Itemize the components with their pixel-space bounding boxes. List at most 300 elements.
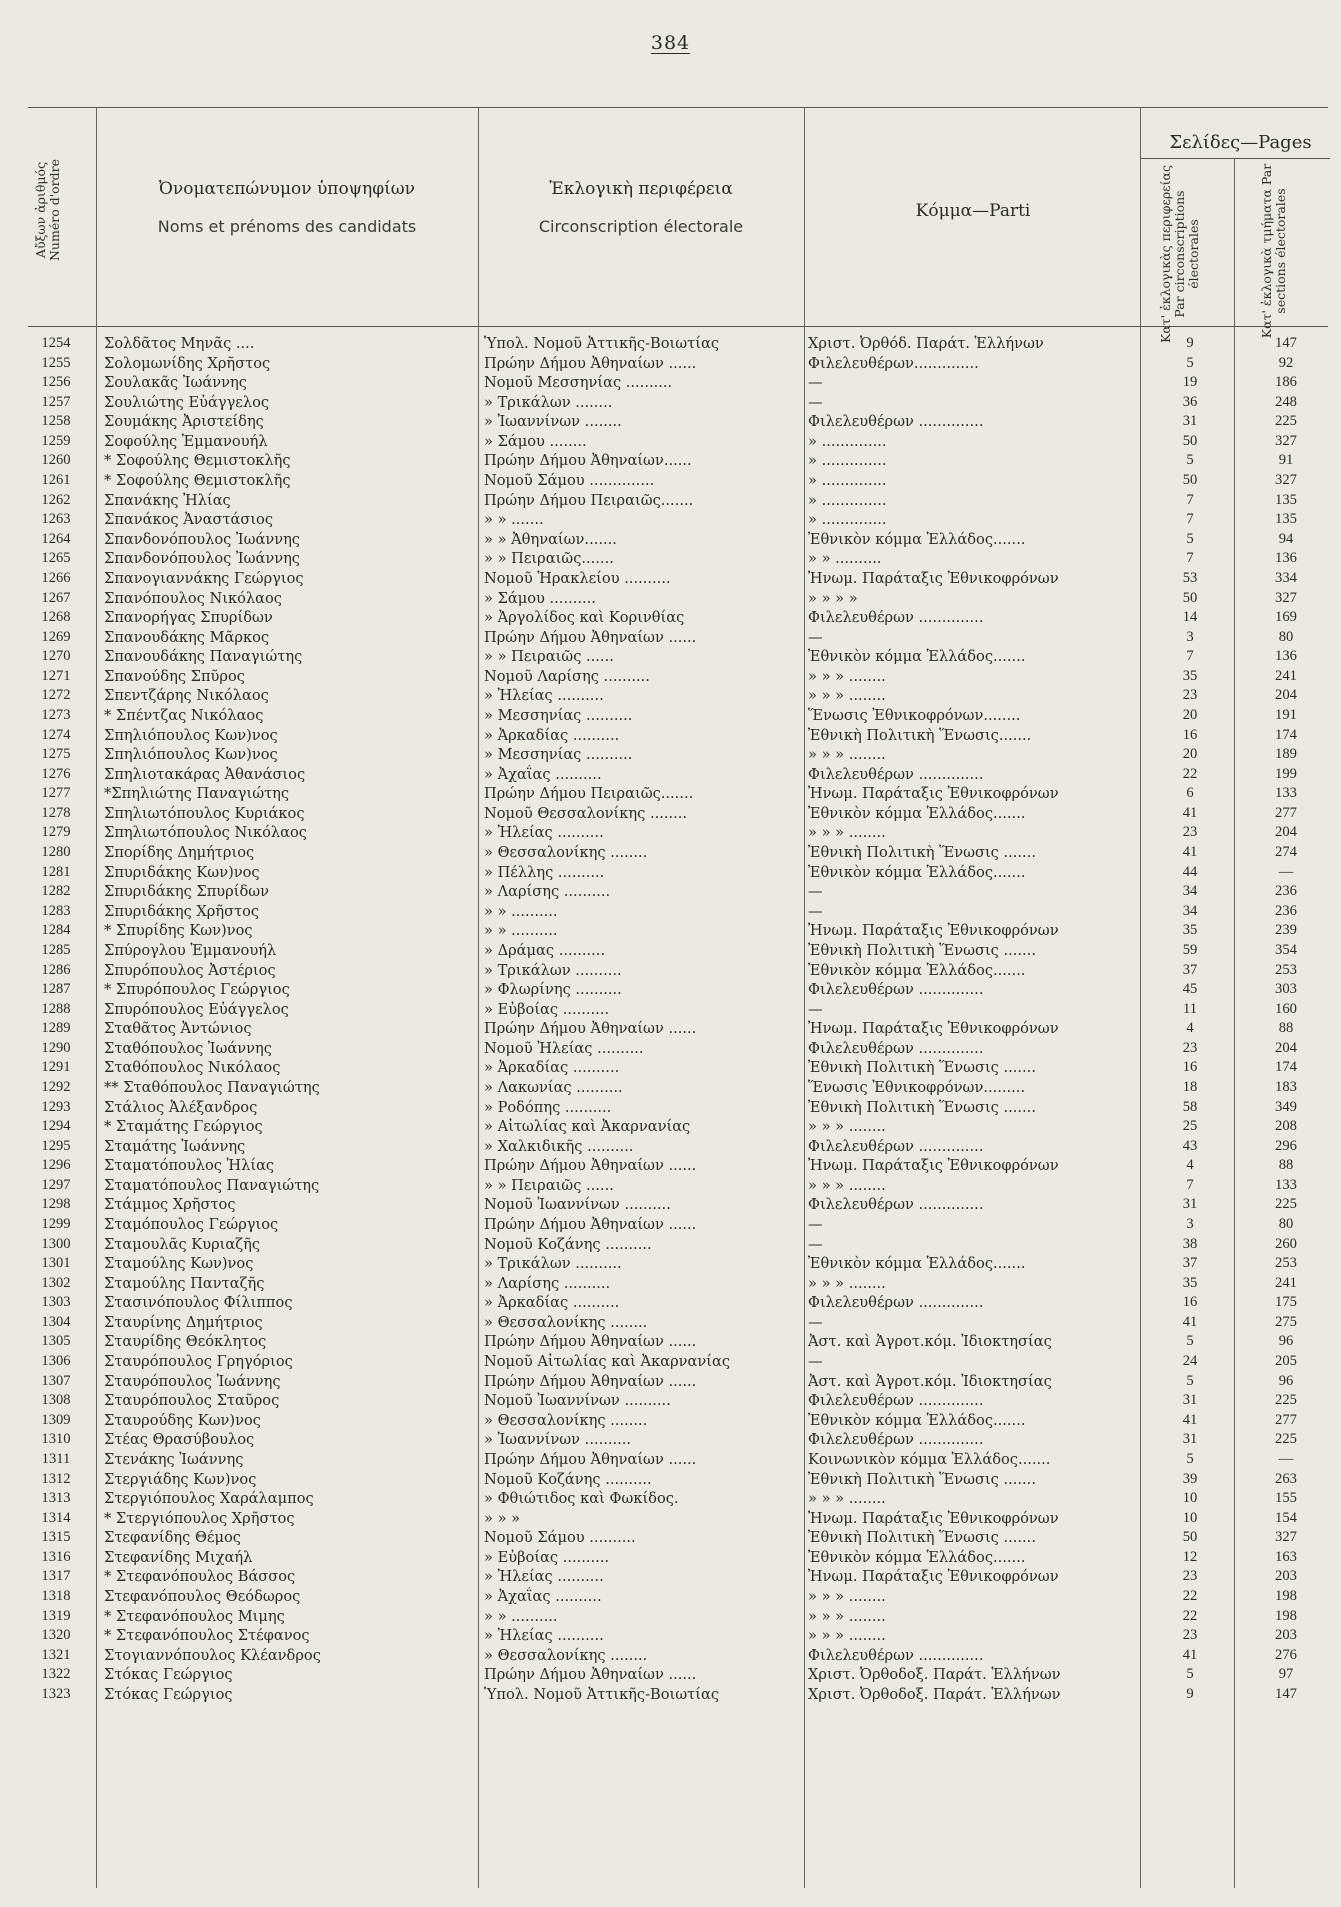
row-number: 1288 bbox=[41, 1000, 71, 1017]
candidate-name: * Στεργιόπουλος Χρῆστος bbox=[104, 1509, 295, 1527]
electoral-circumscription: » Τρικάλων ........ bbox=[484, 393, 613, 411]
row-number: 1322 bbox=[41, 1666, 71, 1683]
party-name: » .............. bbox=[808, 432, 887, 450]
candidate-name: Στέας Θρασύβουλος bbox=[104, 1431, 255, 1449]
row-number: 1278 bbox=[41, 804, 71, 821]
table-row bbox=[0, 823, 1341, 843]
candidate-name: Σταυρίδης Θεόκλητος bbox=[104, 1333, 267, 1351]
party-name: » » » ........ bbox=[808, 1118, 886, 1136]
party-name: — bbox=[808, 1216, 823, 1234]
page-by-section: 135 bbox=[1275, 491, 1297, 508]
header-name-gr: Ὀνοματεπώνυμον ὑποψηφίων bbox=[159, 179, 415, 199]
header-number bbox=[34, 110, 66, 310]
page-by-circumscription: 3 bbox=[1186, 1216, 1194, 1233]
party-name: » » » ........ bbox=[808, 824, 886, 842]
table-row bbox=[0, 451, 1341, 471]
table-row bbox=[0, 1391, 1341, 1411]
party-name: Ἐθνικὴ Πολιτικὴ Ἕνωσις ....... bbox=[808, 1529, 1036, 1547]
page-by-circumscription: 50 bbox=[1182, 432, 1198, 449]
party-name: Ἐθνικὴ Πολιτικὴ Ἕνωσις ....... bbox=[808, 941, 1036, 959]
page-by-section: 92 bbox=[1278, 354, 1294, 371]
candidate-name: Σταθόπουλος Ἰωάννης bbox=[104, 1039, 272, 1057]
table-row bbox=[0, 1685, 1341, 1705]
party-name: » .............. bbox=[808, 452, 887, 470]
electoral-circumscription: Νομοῦ Κοζάνης .......... bbox=[484, 1235, 652, 1253]
page-by-section: 133 bbox=[1275, 1176, 1297, 1193]
page-by-circumscription: 59 bbox=[1182, 941, 1198, 958]
party-name: Ἐθνικὴ Πολιτικὴ Ἕνωσις ....... bbox=[808, 844, 1036, 862]
page-by-circumscription: 6 bbox=[1186, 785, 1194, 802]
page-by-section: 208 bbox=[1275, 1118, 1297, 1135]
party-name: — bbox=[808, 1235, 823, 1253]
candidate-name: Σταυρόπουλος Γρηγόριος bbox=[104, 1353, 293, 1371]
party-name: Ἠνωμ. Παράταξις Ἐθνικοφρόνων bbox=[808, 1509, 1059, 1527]
page-by-section: 94 bbox=[1278, 530, 1294, 547]
row-number: 1303 bbox=[41, 1294, 71, 1311]
electoral-circumscription: » Ἠλείας .......... bbox=[484, 1627, 604, 1645]
page-by-circumscription: 14 bbox=[1182, 609, 1198, 626]
table-row bbox=[0, 1313, 1341, 1333]
candidate-name: * Σταμάτης Γεώργιος bbox=[104, 1118, 263, 1136]
row-number: 1302 bbox=[41, 1274, 71, 1291]
page-by-section: 296 bbox=[1275, 1137, 1297, 1154]
electoral-circumscription: Πρώην Δήμου Πειραιῶς....... bbox=[484, 491, 694, 509]
row-number: 1304 bbox=[41, 1313, 71, 1330]
page-by-circumscription: 5 bbox=[1186, 530, 1194, 547]
electoral-circumscription: » Εὐβοίας .......... bbox=[484, 1548, 610, 1566]
candidate-name: Σταυρόπουλος Ἰωάννης bbox=[104, 1372, 281, 1390]
page-by-section: 191 bbox=[1275, 706, 1297, 723]
electoral-circumscription: Πρώην Δήμου Ἀθηναίων ...... bbox=[484, 1372, 697, 1390]
page-by-circumscription: 10 bbox=[1182, 1490, 1198, 1507]
candidate-name: * Στεφανόπουλος Βάσσος bbox=[104, 1568, 296, 1586]
row-number: 1295 bbox=[41, 1137, 71, 1154]
page-by-section: 236 bbox=[1275, 883, 1297, 900]
page-by-section: 133 bbox=[1275, 785, 1297, 802]
party-name: » » » ........ bbox=[808, 746, 886, 764]
row-number: 1259 bbox=[41, 432, 71, 449]
page-by-section: 204 bbox=[1275, 824, 1297, 841]
page-by-section: 274 bbox=[1275, 844, 1297, 861]
page-by-circumscription: 34 bbox=[1182, 902, 1198, 919]
row-number: 1305 bbox=[41, 1333, 71, 1350]
table-row bbox=[0, 882, 1341, 902]
row-number: 1268 bbox=[41, 609, 71, 626]
page-by-circumscription: 37 bbox=[1182, 1255, 1198, 1272]
electoral-circumscription: » Τρικάλων .......... bbox=[484, 1255, 622, 1273]
table-row bbox=[0, 1587, 1341, 1607]
electoral-circumscription: » Χαλκιδικῆς .......... bbox=[484, 1137, 634, 1155]
electoral-circumscription: Νομοῦ Θεσσαλονίκης ........ bbox=[484, 804, 688, 822]
candidate-name: * Σπυρόπουλος Γεώργιος bbox=[104, 981, 290, 999]
party-name: Ἐθνικὴ Πολιτικὴ Ἕνωσις ....... bbox=[808, 1098, 1036, 1116]
row-number: 1254 bbox=[41, 335, 71, 351]
header-pages-sect: Κατ' ἐκλογικὰ τμήματα Par sections électorales bbox=[1259, 163, 1288, 339]
row-number: 1294 bbox=[41, 1118, 71, 1135]
table-row bbox=[0, 1372, 1341, 1392]
page-by-circumscription: 5 bbox=[1186, 1666, 1194, 1683]
row-number: 1262 bbox=[41, 491, 71, 508]
page-by-circumscription: 5 bbox=[1186, 452, 1194, 469]
table-row bbox=[0, 1078, 1341, 1098]
row-number: 1276 bbox=[41, 765, 71, 782]
party-name: Ἀστ. καὶ Ἀγροτ.κόμ. Ἰδιοκτησίας bbox=[808, 1372, 1052, 1390]
row-number: 1273 bbox=[41, 706, 71, 723]
electoral-circumscription: » Ἰωαννίνων .......... bbox=[484, 1431, 632, 1449]
row-number: 1283 bbox=[41, 902, 71, 919]
candidate-name: Σπανούδης Σπῦρος bbox=[104, 667, 245, 685]
party-name: Ἐθνικὸν κόμμα Ἑλλάδος....... bbox=[808, 1255, 1026, 1273]
page-by-section: 327 bbox=[1275, 472, 1297, 489]
page-by-section: 236 bbox=[1275, 902, 1297, 919]
electoral-circumscription: Πρώην Δήμου Ἀθηναίων ...... bbox=[484, 1666, 697, 1684]
candidate-name: Σταματόπουλος Ἠλίας bbox=[104, 1157, 275, 1175]
table-row bbox=[0, 804, 1341, 824]
table-row bbox=[0, 1235, 1341, 1255]
page-by-circumscription: 12 bbox=[1182, 1548, 1198, 1565]
page-by-circumscription: 22 bbox=[1182, 765, 1198, 782]
table-row bbox=[0, 706, 1341, 726]
table-row bbox=[0, 1450, 1341, 1470]
candidate-name: Στόκας Γεώργιος bbox=[104, 1666, 233, 1684]
page-by-section: — bbox=[1278, 863, 1294, 880]
page-by-circumscription: 35 bbox=[1182, 922, 1198, 939]
candidate-name: Στεφανίδης Θέμος bbox=[104, 1529, 241, 1547]
page-by-section: 248 bbox=[1275, 393, 1297, 410]
electoral-circumscription: » Δράμας .......... bbox=[484, 941, 606, 959]
row-number: 1282 bbox=[41, 883, 71, 900]
page-by-circumscription: 10 bbox=[1182, 1509, 1198, 1526]
party-name: Χριστ. Ὀρθοδοξ. Παράτ. Ἑλλήνων bbox=[808, 1666, 1061, 1684]
page-by-section: 263 bbox=[1275, 1470, 1297, 1487]
party-name: Φιλελευθέρων .............. bbox=[808, 1137, 984, 1155]
page-by-section: 277 bbox=[1275, 1411, 1297, 1428]
page-by-circumscription: 5 bbox=[1186, 1333, 1194, 1350]
electoral-circumscription: Νομοῦ Μεσσηνίας .......... bbox=[484, 374, 673, 392]
row-number: 1301 bbox=[41, 1255, 71, 1272]
page-by-section: 225 bbox=[1275, 1196, 1297, 1213]
page-by-section: 334 bbox=[1275, 569, 1297, 586]
table-row bbox=[0, 1293, 1341, 1313]
page-by-section: 225 bbox=[1275, 1392, 1297, 1409]
row-number: 1255 bbox=[41, 354, 71, 371]
table-row bbox=[0, 1567, 1341, 1587]
page-by-section: 275 bbox=[1275, 1313, 1297, 1330]
page-by-circumscription: 58 bbox=[1182, 1098, 1198, 1115]
electoral-circumscription: » Σάμου .......... bbox=[484, 589, 596, 607]
party-name: » » » ........ bbox=[808, 1274, 886, 1292]
electoral-circumscription: Πρώην Δήμου Ἀθηναίων ...... bbox=[484, 1157, 697, 1175]
page-by-section: 204 bbox=[1275, 687, 1297, 704]
page-by-circumscription: 16 bbox=[1182, 1294, 1198, 1311]
party-name: — bbox=[808, 374, 823, 392]
candidate-name: *Σπηλιώτης Παναγιώτης bbox=[104, 785, 290, 803]
page-by-section: 189 bbox=[1275, 746, 1297, 763]
row-number: 1271 bbox=[41, 667, 71, 684]
electoral-circumscription: Νομοῦ Αἰτωλίας καὶ Ἀκαρνανίας bbox=[484, 1353, 730, 1371]
candidate-name: Σπανδονόπουλος Ἰωάννης bbox=[104, 530, 300, 548]
page-by-section: 147 bbox=[1275, 1685, 1297, 1702]
candidate-name: Σπηλιόπουλος Κων)νος bbox=[104, 746, 278, 764]
candidate-name: Σπανάκος Ἀναστάσιος bbox=[104, 511, 274, 529]
electoral-circumscription: » Λακωνίας .......... bbox=[484, 1078, 623, 1096]
page-by-circumscription: 19 bbox=[1182, 374, 1198, 391]
page-by-circumscription: 23 bbox=[1182, 1568, 1198, 1585]
candidate-name: Σοφούλης Ἐμμανουήλ bbox=[104, 432, 268, 450]
electoral-circumscription: Πρώην Δήμου Ἀθηναίων...... bbox=[484, 452, 692, 470]
table-row bbox=[0, 980, 1341, 1000]
electoral-circumscription: » Ἀρκαδίας .......... bbox=[484, 1059, 620, 1077]
row-number: 1280 bbox=[41, 844, 71, 861]
row-number: 1300 bbox=[41, 1235, 71, 1252]
row-number: 1286 bbox=[41, 961, 71, 978]
row-number: 1306 bbox=[41, 1353, 71, 1370]
table-row bbox=[0, 745, 1341, 765]
page-number: 384 bbox=[650, 32, 691, 54]
party-name: » » » ........ bbox=[808, 1176, 886, 1194]
page-by-section: 80 bbox=[1278, 1216, 1294, 1233]
row-number: 1258 bbox=[41, 413, 71, 430]
candidate-name: Σπανουδάκης Παναγιώτης bbox=[104, 648, 303, 666]
electoral-circumscription: Νομοῦ Λαρίσης .......... bbox=[484, 667, 650, 685]
page-by-circumscription: 7 bbox=[1186, 648, 1194, 665]
table-row bbox=[0, 843, 1341, 863]
table-row bbox=[0, 1528, 1341, 1548]
candidate-name: Σταμόπουλος Γεώργιος bbox=[104, 1216, 279, 1234]
candidate-name: * Στεφανόπουλος Στέφανος bbox=[104, 1627, 310, 1645]
table-row bbox=[0, 510, 1341, 530]
candidate-name: Στογιαννόπουλος Κλέανδρος bbox=[104, 1646, 321, 1664]
header-circ-gr: Ἐκλογικὴ περιφέρεια bbox=[549, 179, 733, 199]
electoral-circumscription: Ὑπολ. Νομοῦ Ἀττικῆς-Βοιωτίας bbox=[484, 335, 719, 352]
electoral-circumscription: » » Πειραιῶς ...... bbox=[484, 1176, 614, 1194]
table-row bbox=[0, 726, 1341, 746]
page-by-section: 203 bbox=[1275, 1568, 1297, 1585]
electoral-circumscription: » » Ἀθηναίων....... bbox=[484, 530, 617, 548]
candidate-name: Σπυριδάκης Χρῆστος bbox=[104, 902, 260, 920]
page-by-section: 136 bbox=[1275, 550, 1297, 567]
page-by-section: 260 bbox=[1275, 1235, 1297, 1252]
page-by-section: 199 bbox=[1275, 765, 1297, 782]
header-circ bbox=[480, 178, 802, 238]
candidate-name: Σπεντζάρης Νικόλαος bbox=[104, 687, 269, 705]
candidate-name: Σταθόπουλος Νικόλαος bbox=[104, 1059, 281, 1077]
row-number: 1319 bbox=[41, 1607, 71, 1624]
table-row bbox=[0, 1117, 1341, 1137]
party-name: » » » ........ bbox=[808, 1607, 886, 1625]
page-by-circumscription: 24 bbox=[1182, 1353, 1198, 1370]
table-row bbox=[0, 667, 1341, 687]
page-by-circumscription: 50 bbox=[1182, 472, 1198, 489]
candidate-name: * Σοφούλης Θεμιστοκλῆς bbox=[104, 472, 291, 490]
candidate-name: Σταμούλης Κων)νος bbox=[104, 1255, 254, 1273]
electoral-circumscription: Νομοῦ Ἰωαννίνων .......... bbox=[484, 1196, 671, 1214]
party-name: Ἠνωμ. Παράταξις Ἐθνικοφρόνων bbox=[808, 569, 1059, 587]
header-circ-fr: Circonscription électorale bbox=[538, 217, 744, 236]
candidate-name: * Σπέντζας Νικόλαος bbox=[104, 706, 264, 724]
page-by-section: 253 bbox=[1275, 961, 1297, 978]
page-by-section: 327 bbox=[1275, 589, 1297, 606]
candidate-table-body bbox=[0, 334, 1341, 1704]
table-row bbox=[0, 1274, 1341, 1294]
header-bottom-rule bbox=[28, 326, 1328, 327]
table-row bbox=[0, 784, 1341, 804]
party-name: » » » ........ bbox=[808, 687, 886, 705]
party-name: Φιλελευθέρων .............. bbox=[808, 1431, 984, 1449]
page-by-circumscription: 18 bbox=[1182, 1078, 1198, 1095]
electoral-circumscription: Πρώην Δήμου Ἀθηναίων ...... bbox=[484, 1333, 697, 1351]
electoral-circumscription: » Φλωρίνης .......... bbox=[484, 981, 622, 999]
page-by-circumscription: 9 bbox=[1186, 1685, 1194, 1702]
candidate-name: Σπηλιωτόπουλος Κυριάκος bbox=[104, 804, 305, 822]
candidate-name: Σπανουδάκης Μᾶρκος bbox=[104, 628, 270, 646]
electoral-circumscription: Ὑπολ. Νομοῦ Ἀττικῆς-Βοιωτίας bbox=[484, 1685, 719, 1703]
candidate-name: Στεργιόπουλος Χαράλαμπος bbox=[104, 1490, 314, 1508]
row-number: 1293 bbox=[41, 1098, 71, 1115]
table-row bbox=[0, 921, 1341, 941]
table-row bbox=[0, 1509, 1341, 1529]
candidate-name: Στάλιος Ἀλέξανδρος bbox=[104, 1098, 258, 1116]
row-number: 1287 bbox=[41, 981, 71, 998]
page-by-circumscription: 7 bbox=[1186, 550, 1194, 567]
party-name: Φιλελευθέρων .............. bbox=[808, 413, 984, 431]
page-by-circumscription: 41 bbox=[1182, 1646, 1198, 1663]
row-number: 1309 bbox=[41, 1411, 71, 1428]
candidate-name: Σολομωνίδης Χρῆστος bbox=[104, 354, 271, 372]
party-name: — bbox=[808, 628, 823, 646]
electoral-circumscription: Πρώην Δήμου Ἀθηναίων ...... bbox=[484, 1020, 697, 1038]
electoral-circumscription: Πρώην Δήμου Ἀθηναίων ...... bbox=[484, 354, 697, 372]
row-number: 1263 bbox=[41, 511, 71, 528]
candidate-name: * Στεφανόπουλος Μιμης bbox=[104, 1607, 285, 1625]
row-number: 1285 bbox=[41, 941, 71, 958]
table-row bbox=[0, 471, 1341, 491]
page-by-section: 204 bbox=[1275, 1039, 1297, 1056]
row-number: 1277 bbox=[41, 785, 71, 802]
row-number: 1313 bbox=[41, 1490, 71, 1507]
row-number: 1296 bbox=[41, 1157, 71, 1174]
party-name: Ἕνωσις Ἐθνικοφρόνων......... bbox=[808, 1078, 1026, 1096]
candidate-name: Σπυριδάκης Σπυρίδων bbox=[104, 883, 270, 901]
party-name: » » .......... bbox=[808, 550, 882, 568]
candidate-name: Σπύρογλου Ἐμμανουήλ bbox=[104, 941, 277, 959]
page-by-circumscription: 16 bbox=[1182, 1059, 1198, 1076]
candidate-name: Σπανόπουλος Νικόλαος bbox=[104, 589, 282, 607]
party-name: Φιλελευθέρων .............. bbox=[808, 1196, 984, 1214]
candidate-name: Στεφανίδης Μιχαήλ bbox=[104, 1548, 253, 1566]
table-row bbox=[0, 1215, 1341, 1235]
table-row bbox=[0, 491, 1341, 511]
party-name: Φιλελευθέρων.............. bbox=[808, 354, 979, 372]
party-name: — bbox=[808, 902, 823, 920]
candidate-name: Σπηλιόπουλος Κων)νος bbox=[104, 726, 278, 744]
table-row bbox=[0, 608, 1341, 628]
row-number: 1272 bbox=[41, 687, 71, 704]
electoral-circumscription: Πρώην Δήμου Ἀθηναίων ...... bbox=[484, 628, 697, 646]
candidate-name: Σπηλιωτόπουλος Νικόλαος bbox=[104, 824, 307, 842]
table-row bbox=[0, 1137, 1341, 1157]
candidate-name: * Σπυρίδης Κων)νος bbox=[104, 922, 253, 940]
row-number: 1323 bbox=[41, 1685, 71, 1702]
table-row bbox=[0, 941, 1341, 961]
row-number: 1265 bbox=[41, 550, 71, 567]
row-number: 1292 bbox=[41, 1078, 71, 1095]
candidate-name: Σολδᾶτος Μηνᾶς .... bbox=[104, 335, 255, 352]
electoral-circumscription: » Θεσσαλονίκης ........ bbox=[484, 1646, 648, 1664]
page-by-circumscription: 7 bbox=[1186, 1176, 1194, 1193]
table-row bbox=[0, 1195, 1341, 1215]
table-row bbox=[0, 432, 1341, 452]
candidate-name: Σπυρόπουλος Εὐάγγελος bbox=[104, 1000, 289, 1018]
table-row bbox=[0, 765, 1341, 785]
header-party bbox=[806, 200, 1140, 222]
candidate-name: Στενάκης Ἰωάννης bbox=[104, 1450, 244, 1468]
page-by-circumscription: 16 bbox=[1182, 726, 1198, 743]
table-row bbox=[0, 1430, 1341, 1450]
header-top-rule bbox=[28, 107, 1328, 108]
page-by-circumscription: 7 bbox=[1186, 491, 1194, 508]
party-name: — bbox=[808, 1353, 823, 1371]
candidate-name: Σταυρόπουλος Σταῦρος bbox=[104, 1392, 280, 1410]
party-name: » » » ........ bbox=[808, 1627, 886, 1645]
candidate-name: Σταθᾶτος Ἀντώνιος bbox=[104, 1020, 252, 1038]
table-row bbox=[0, 902, 1341, 922]
candidate-name: Σπηλιοτακάρας Ἀθανάσιος bbox=[104, 765, 306, 783]
page-by-section: 203 bbox=[1275, 1627, 1297, 1644]
row-number: 1256 bbox=[41, 374, 71, 391]
table-row bbox=[0, 1058, 1341, 1078]
page-by-circumscription: 31 bbox=[1182, 1196, 1198, 1213]
header-number-gr: Αὔξων ἀριθμός bbox=[33, 161, 48, 259]
row-number: 1289 bbox=[41, 1020, 71, 1037]
table-row bbox=[0, 686, 1341, 706]
party-name: » .............. bbox=[808, 491, 887, 509]
page-by-section: 96 bbox=[1278, 1333, 1294, 1350]
party-name: » » » ........ bbox=[808, 1490, 886, 1508]
table-row bbox=[0, 569, 1341, 589]
page-by-circumscription: 43 bbox=[1182, 1137, 1198, 1154]
electoral-circumscription: » Θεσσαλονίκης ........ bbox=[484, 1411, 648, 1429]
table-row bbox=[0, 373, 1341, 393]
page-by-circumscription: 23 bbox=[1182, 1627, 1198, 1644]
party-name: Χριστ. Ὀρθοδοξ. Παράτ. Ἑλλήνων bbox=[808, 1685, 1061, 1703]
row-number: 1269 bbox=[41, 628, 71, 645]
table-row bbox=[0, 334, 1341, 354]
row-number: 1307 bbox=[41, 1372, 71, 1389]
electoral-circumscription: » Ἠλείας .......... bbox=[484, 824, 604, 842]
page-by-section: 241 bbox=[1275, 1274, 1297, 1291]
table-row bbox=[0, 1254, 1341, 1274]
page-by-section: 198 bbox=[1275, 1588, 1297, 1604]
page-by-circumscription: 25 bbox=[1182, 1118, 1198, 1135]
table-row bbox=[0, 1548, 1341, 1568]
page-by-circumscription: 36 bbox=[1182, 393, 1198, 410]
page-by-circumscription: 31 bbox=[1182, 1392, 1198, 1409]
page-by-circumscription: 41 bbox=[1182, 804, 1198, 821]
electoral-circumscription: » Ἀρκαδίας .......... bbox=[484, 726, 620, 744]
party-name: » .............. bbox=[808, 511, 887, 529]
page-by-section: 241 bbox=[1275, 667, 1297, 684]
page-by-circumscription: 23 bbox=[1182, 824, 1198, 841]
table-row bbox=[0, 530, 1341, 550]
party-name: Ἠνωμ. Παράταξις Ἐθνικοφρόνων bbox=[808, 785, 1059, 803]
party-name: Ἐθνικὴ Πολιτικὴ Ἕνωσις ....... bbox=[808, 1470, 1036, 1488]
candidate-name: Σπανογιαννάκης Γεώργιος bbox=[104, 569, 304, 587]
table-row bbox=[0, 1607, 1341, 1627]
electoral-circumscription: » Φθιώτιδος καὶ Φωκίδος. bbox=[484, 1490, 679, 1508]
page-by-circumscription: 9 bbox=[1186, 335, 1194, 351]
party-name: Φιλελευθέρων .............. bbox=[808, 765, 984, 783]
